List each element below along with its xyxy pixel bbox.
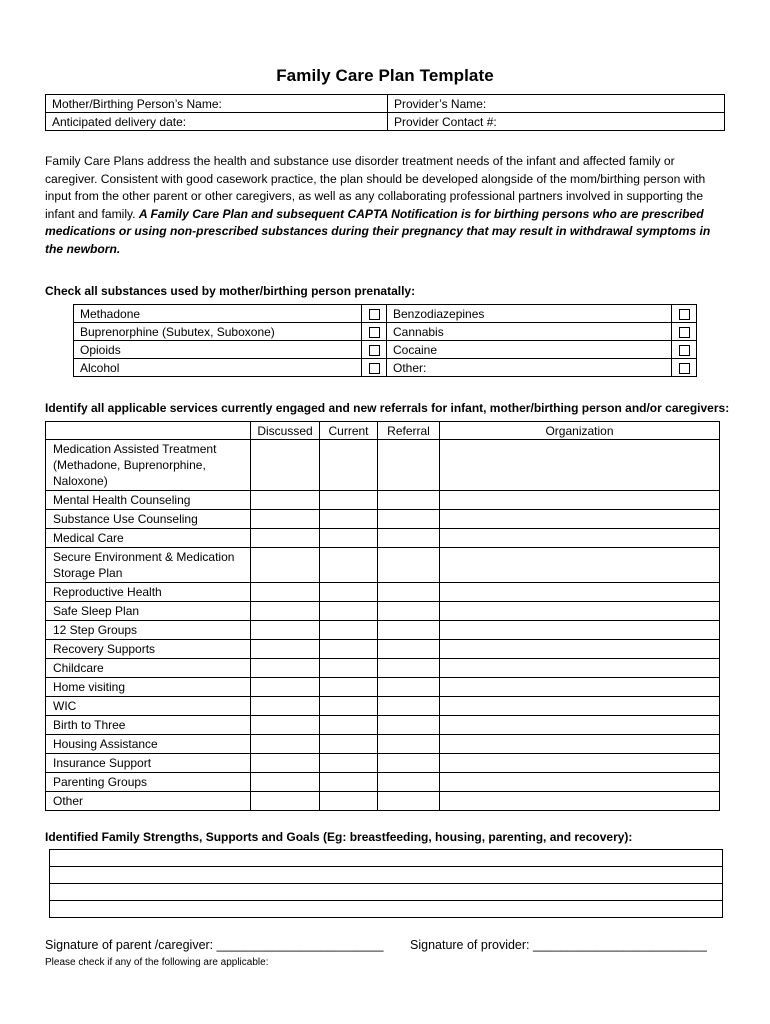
organization-cell[interactable]: [440, 773, 720, 792]
referral-cell[interactable]: [378, 602, 440, 621]
substances-heading: Check all substances used by mother/birthing person prenatally:: [45, 284, 416, 298]
checkbox-icon[interactable]: [679, 327, 690, 338]
current-cell[interactable]: [320, 697, 378, 716]
referral-cell[interactable]: [378, 621, 440, 640]
provider-signature[interactable]: Signature of provider: _________________________: [410, 938, 707, 952]
discussed-cell[interactable]: [251, 735, 320, 754]
service-row: [46, 773, 720, 792]
services-heading: Identify all applicable services currently engaged and new referrals for infant, mother/birthing person and/or caregivers:: [45, 401, 730, 415]
service-label: Safe Sleep Plan: [46, 602, 251, 621]
services-header-row: [46, 422, 720, 440]
current-cell[interactable]: [320, 491, 378, 510]
service-row: [46, 440, 720, 491]
current-cell[interactable]: [320, 754, 378, 773]
checkbox-icon[interactable]: [369, 363, 380, 374]
discussed-cell[interactable]: [251, 773, 320, 792]
service-label: Substance Use Counseling: [46, 510, 251, 529]
current-cell[interactable]: [320, 678, 378, 697]
referral-cell[interactable]: [378, 491, 440, 510]
substances-table: [73, 304, 697, 377]
service-row: [46, 697, 720, 716]
service-label: Childcare: [46, 659, 251, 678]
substance-label: Buprenorphine (Subutex, Suboxone): [74, 323, 362, 341]
discussed-cell[interactable]: [251, 697, 320, 716]
service-label: Parenting Groups: [46, 773, 251, 792]
service-label: Home visiting: [46, 678, 251, 697]
referral-cell[interactable]: [378, 548, 440, 583]
services-column-header: Referral: [378, 422, 440, 440]
substance-checkbox[interactable]: [362, 359, 387, 377]
service-row: [46, 735, 720, 754]
mother-name-field[interactable]: Mother/Birthing Person’s Name:: [46, 95, 388, 113]
service-row: [46, 602, 720, 621]
provider-contact-field[interactable]: Provider Contact #:: [388, 113, 725, 131]
service-label: Insurance Support: [46, 754, 251, 773]
discussed-cell[interactable]: [251, 659, 320, 678]
strength-line: [50, 901, 723, 918]
service-label: Recovery Supports: [46, 640, 251, 659]
services-header-blank: [46, 422, 251, 440]
current-cell[interactable]: [320, 640, 378, 659]
organization-cell[interactable]: [440, 529, 720, 548]
organization-cell[interactable]: [440, 640, 720, 659]
substance-label: Opioids: [74, 341, 362, 359]
discussed-cell[interactable]: [251, 754, 320, 773]
current-cell[interactable]: [320, 716, 378, 735]
organization-cell[interactable]: [440, 659, 720, 678]
service-row: [46, 754, 720, 773]
service-label: WIC: [46, 697, 251, 716]
referral-cell[interactable]: [378, 659, 440, 678]
referral-cell[interactable]: [378, 529, 440, 548]
service-row: [46, 659, 720, 678]
discussed-cell[interactable]: [251, 510, 320, 529]
organization-cell[interactable]: [440, 792, 720, 811]
organization-cell[interactable]: [440, 754, 720, 773]
checkbox-icon[interactable]: [679, 345, 690, 356]
discussed-cell[interactable]: [251, 548, 320, 583]
service-row: [46, 678, 720, 697]
strengths-lines: [49, 849, 723, 918]
service-row: [46, 491, 720, 510]
current-cell[interactable]: [320, 659, 378, 678]
discussed-cell[interactable]: [251, 621, 320, 640]
checkbox-icon[interactable]: [679, 363, 690, 374]
current-cell[interactable]: [320, 621, 378, 640]
service-label: Other: [46, 792, 251, 811]
checkbox-icon[interactable]: [369, 309, 380, 320]
substance-label: Alcohol: [74, 359, 362, 377]
service-row: [46, 716, 720, 735]
service-row: [46, 529, 720, 548]
services-column-header: Discussed: [251, 422, 320, 440]
substance-row: [74, 323, 697, 341]
organization-cell[interactable]: [440, 510, 720, 529]
discussed-cell[interactable]: [251, 602, 320, 621]
discussed-cell[interactable]: [251, 529, 320, 548]
discussed-cell[interactable]: [251, 792, 320, 811]
footnote: Please check if any of the following are applicable:: [45, 957, 269, 968]
strength-input[interactable]: [50, 884, 723, 901]
service-label: Reproductive Health: [46, 583, 251, 602]
service-row: [46, 640, 720, 659]
service-row: [46, 548, 720, 583]
strength-input[interactable]: [50, 901, 723, 918]
current-cell[interactable]: [320, 735, 378, 754]
referral-cell[interactable]: [378, 773, 440, 792]
discussed-cell[interactable]: [251, 678, 320, 697]
service-label: Secure Environment & Medication Storage Plan: [46, 548, 251, 583]
service-row: [46, 583, 720, 602]
provider-name-field[interactable]: Provider’s Name:: [388, 95, 725, 113]
referral-cell[interactable]: [378, 792, 440, 811]
strengths-heading: Identified Family Strengths, Supports and Goals (Eg: breastfeeding, housing, parenting, and recovery):: [45, 830, 633, 844]
services-table: [45, 421, 720, 811]
info-table: [45, 94, 725, 131]
strength-input[interactable]: [50, 850, 723, 867]
parent-signature[interactable]: Signature of parent /caregiver: ________________________: [45, 938, 384, 952]
discussed-cell[interactable]: [251, 491, 320, 510]
service-row: [46, 510, 720, 529]
current-cell[interactable]: [320, 602, 378, 621]
organization-cell[interactable]: [440, 548, 720, 583]
checkbox-icon[interactable]: [369, 345, 380, 356]
referral-cell[interactable]: [378, 735, 440, 754]
strength-input[interactable]: [50, 867, 723, 884]
intro-text: Family Care Plans address the health and substance use disorder treatment needs of the infant and affected family or caregiver. Consistent with good casework practice, the plan should be developed alongside of the mom/birthing person with input from the other parent or other caregivers, as well as any collaborating professional partners involved in supporting the infant and family.: [45, 154, 706, 221]
strength-line: [50, 867, 723, 884]
discussed-cell[interactable]: [251, 440, 320, 491]
service-row: [46, 792, 720, 811]
service-label: Medication Assisted Treatment (Methadone, Buprenorphine, Naloxone): [46, 440, 251, 491]
organization-cell[interactable]: [440, 440, 720, 491]
delivery-date-field[interactable]: Anticipated delivery date:: [46, 113, 388, 131]
page-title: Family Care Plan Template: [276, 66, 494, 85]
service-label: Birth to Three: [46, 716, 251, 735]
checkbox-icon[interactable]: [679, 309, 690, 320]
current-cell[interactable]: [320, 510, 378, 529]
current-cell[interactable]: [320, 440, 378, 491]
organization-cell[interactable]: [440, 583, 720, 602]
referral-cell[interactable]: [378, 754, 440, 773]
referral-cell[interactable]: [378, 716, 440, 735]
substance-checkbox[interactable]: [362, 341, 387, 359]
discussed-cell[interactable]: [251, 640, 320, 659]
current-cell[interactable]: [320, 548, 378, 583]
organization-cell[interactable]: [440, 602, 720, 621]
organization-cell[interactable]: [440, 697, 720, 716]
referral-cell[interactable]: [378, 640, 440, 659]
referral-cell[interactable]: [378, 678, 440, 697]
intro-paragraph: [45, 153, 730, 258]
organization-cell[interactable]: [440, 716, 720, 735]
substance-row: [74, 341, 697, 359]
service-label: Housing Assistance: [46, 735, 251, 754]
organization-cell[interactable]: [440, 621, 720, 640]
services-column-header: Current: [320, 422, 378, 440]
discussed-cell[interactable]: [251, 716, 320, 735]
service-label: Mental Health Counseling: [46, 491, 251, 510]
strength-line: [50, 884, 723, 901]
organization-cell[interactable]: [440, 678, 720, 697]
substance-checkbox[interactable]: [362, 323, 387, 341]
current-cell[interactable]: [320, 792, 378, 811]
service-label: 12 Step Groups: [46, 621, 251, 640]
referral-cell[interactable]: [378, 510, 440, 529]
current-cell[interactable]: [320, 583, 378, 602]
substance-label: Cocaine: [387, 341, 672, 359]
current-cell[interactable]: [320, 773, 378, 792]
referral-cell[interactable]: [378, 697, 440, 716]
substance-row: [74, 359, 697, 377]
checkbox-icon[interactable]: [369, 327, 380, 338]
substance-label: Benzodiazepines: [387, 305, 672, 323]
discussed-cell[interactable]: [251, 583, 320, 602]
substance-label: Other:: [387, 359, 672, 377]
current-cell[interactable]: [320, 529, 378, 548]
organization-cell[interactable]: [440, 491, 720, 510]
referral-cell[interactable]: [378, 583, 440, 602]
service-row: [46, 621, 720, 640]
substance-checkbox[interactable]: [672, 359, 697, 377]
substance-checkbox[interactable]: [672, 341, 697, 359]
substance-label: Methadone: [74, 305, 362, 323]
substance-label: Cannabis: [387, 323, 672, 341]
substance-checkbox[interactable]: [672, 323, 697, 341]
substance-row: [74, 305, 697, 323]
referral-cell[interactable]: [378, 440, 440, 491]
organization-cell[interactable]: [440, 735, 720, 754]
substance-checkbox[interactable]: [362, 305, 387, 323]
strength-line: [50, 850, 723, 867]
service-label: Medical Care: [46, 529, 251, 548]
substance-checkbox[interactable]: [672, 305, 697, 323]
services-column-header: Organization: [440, 422, 720, 440]
intro-emphasis: A Family Care Plan and subsequent CAPTA Notification is for birthing persons who are prescribed medications or using non-prescribed substances during their pregnancy that may result in withdrawal symptoms in the newborn.: [45, 206, 711, 256]
